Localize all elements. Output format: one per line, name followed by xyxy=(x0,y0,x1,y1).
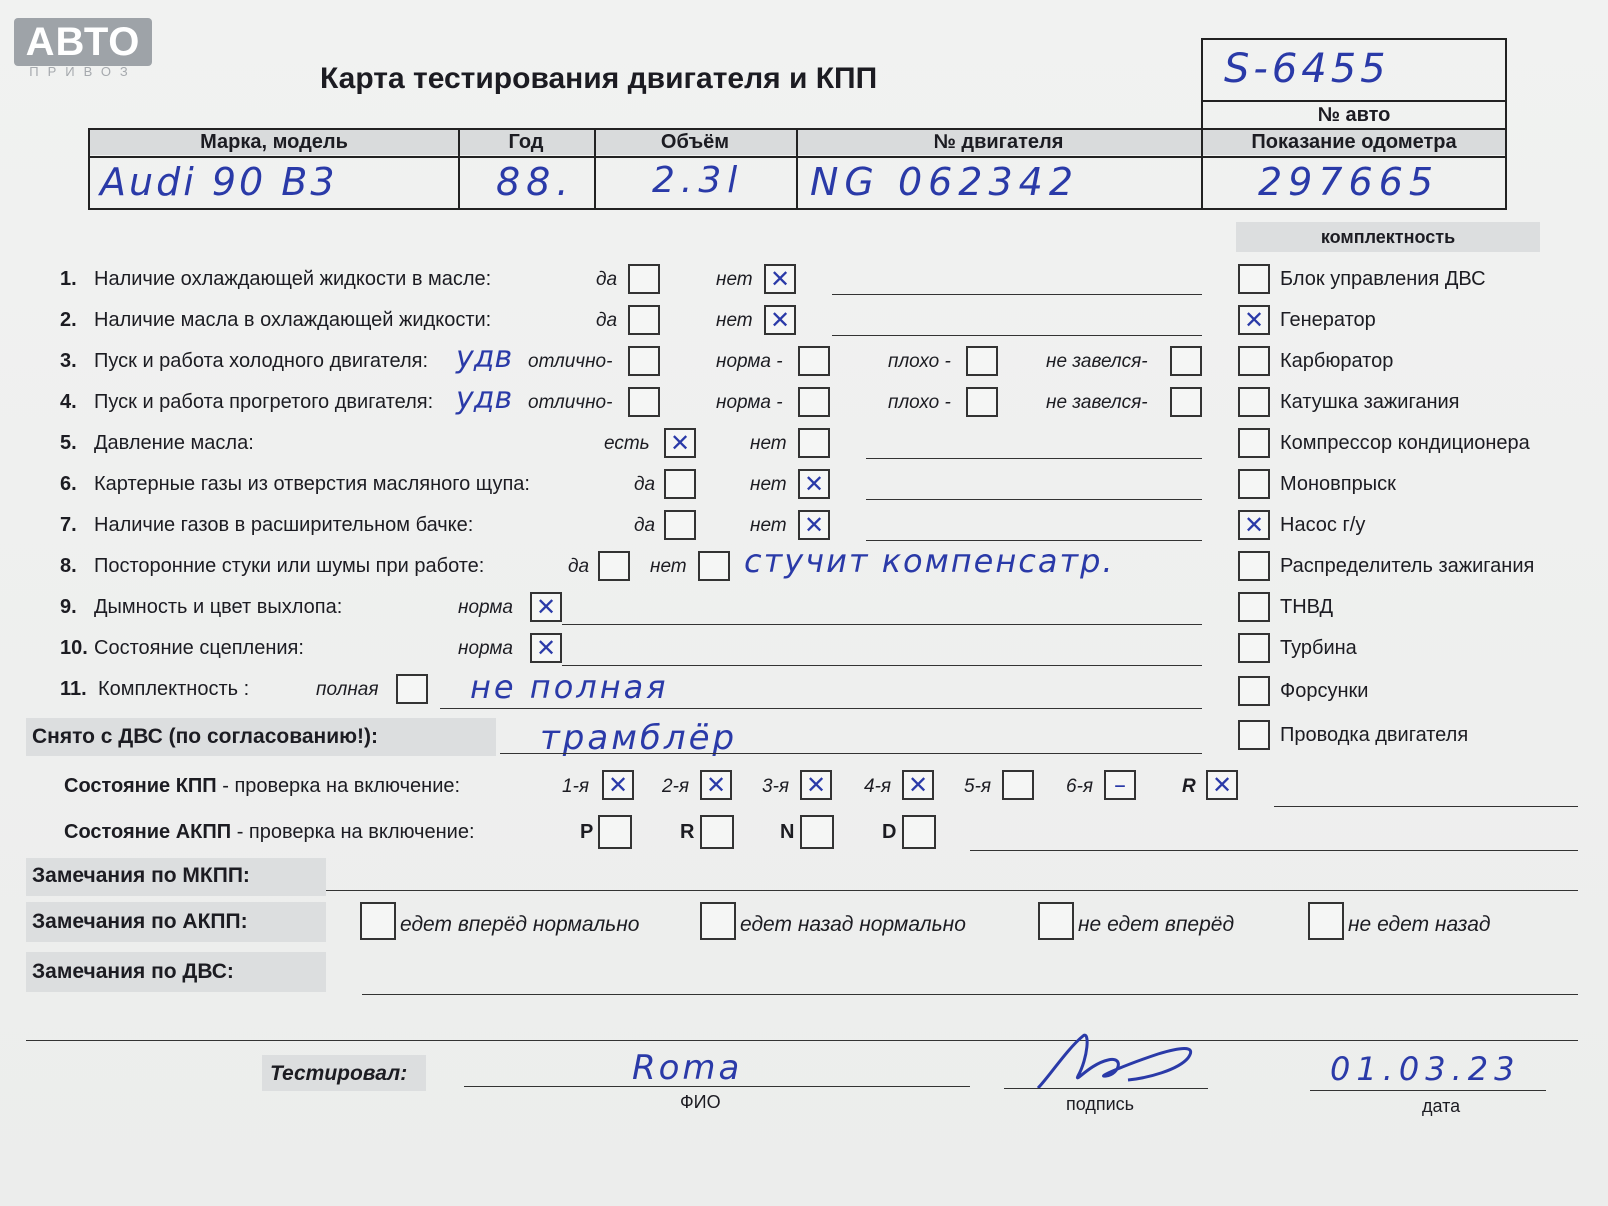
question-text: Наличие газов в расширительном бачке: xyxy=(94,514,474,536)
kpp-label-rest: - проверка на включение: xyxy=(216,775,461,797)
q5-no-checkbox[interactable] xyxy=(798,428,830,458)
q8-handwritten: стучит компенсатр. xyxy=(744,542,1115,580)
akpp-option-label: едет вперёд нормально xyxy=(400,913,640,936)
signature-line xyxy=(1004,1088,1208,1089)
option-label: норма xyxy=(458,638,513,659)
q9-normal-checkbox[interactable]: ✕ xyxy=(530,592,562,622)
question-number: 2. xyxy=(60,309,77,331)
question-number: 3. xyxy=(60,350,77,372)
q2-no-checkbox[interactable]: ✕ xyxy=(764,305,796,335)
question-text: Пуск и работа прогретого двигателя: xyxy=(94,391,434,413)
akpp-d-checkbox[interactable] xyxy=(902,815,936,849)
option-label: да xyxy=(634,474,656,495)
option-label: норма - xyxy=(716,392,783,413)
akpp-no-back-checkbox[interactable] xyxy=(1308,902,1344,940)
complect-item xyxy=(1238,720,1578,752)
complect-checkbox[interactable]: ✕ xyxy=(1238,305,1270,335)
remarks-dvs-label: Замечания по ДВС: xyxy=(32,960,234,983)
complect-label: Форсунки xyxy=(1280,680,1369,702)
signature-label: подпись xyxy=(1066,1094,1135,1114)
complect-checkbox[interactable] xyxy=(1238,428,1270,458)
complect-checkbox[interactable] xyxy=(1238,633,1270,663)
q1-answer-line xyxy=(832,294,1202,295)
complect-header: комплектность xyxy=(1236,222,1540,252)
car-number-value: S-6455 xyxy=(1224,46,1390,92)
col-volume: Объём xyxy=(660,131,730,153)
akpp-option-label: едет назад нормально xyxy=(740,913,966,936)
q10-normal-checkbox[interactable]: ✕ xyxy=(530,633,562,663)
q11-handwritten: не полная xyxy=(470,668,669,706)
q4-normal-checkbox[interactable] xyxy=(798,387,830,417)
kpp-label xyxy=(64,775,460,798)
complect-label: Компрессор кондиционера xyxy=(1280,432,1530,454)
remarks-dvs-line xyxy=(362,994,1578,995)
tested-label: Тестировал: xyxy=(270,1062,408,1085)
option-label: да xyxy=(634,515,656,536)
gear-label: 3-я xyxy=(762,776,790,797)
option-label: плохо - xyxy=(888,392,951,413)
option-label: не завелся- xyxy=(1046,392,1148,413)
gear-label: 6-я xyxy=(1066,776,1094,797)
option-label: да xyxy=(596,310,618,331)
question-text: Состояние сцепления: xyxy=(94,637,304,659)
gear-label: 4-я xyxy=(864,776,892,797)
akpp-answer-line xyxy=(970,850,1578,851)
complect-item xyxy=(1238,346,1578,378)
q5-answer-line xyxy=(866,458,1202,459)
complect-label: ТНВД xyxy=(1280,596,1334,618)
complect-item xyxy=(1238,387,1578,419)
option-label: нет xyxy=(716,310,753,331)
question-number: 6. xyxy=(60,473,77,495)
complect-label: Насос г/у xyxy=(1280,514,1366,536)
kpp-answer-line xyxy=(1274,806,1578,807)
q2-yes-checkbox[interactable] xyxy=(628,305,660,335)
q11-full-checkbox[interactable] xyxy=(396,674,428,704)
option-label: нет xyxy=(750,515,787,536)
complect-label: Проводка двигателя xyxy=(1280,724,1469,746)
value-odometer: 297665 xyxy=(1258,160,1440,204)
value-engine-number: NG 062342 xyxy=(810,160,1080,204)
option-label: отлично- xyxy=(528,392,613,413)
question-text: Картерные газы из отверстия масляного щупа: xyxy=(94,473,530,495)
complect-label: Катушка зажигания xyxy=(1280,391,1460,413)
complect-checkbox[interactable] xyxy=(1238,346,1270,376)
question-text: Наличие охлаждающей жидкости в масле: xyxy=(94,268,492,290)
akpp-label xyxy=(64,821,475,844)
question-number: 1. xyxy=(60,268,77,290)
question-number: 10. xyxy=(60,637,88,659)
gear-5-checkbox[interactable] xyxy=(1002,770,1034,800)
akpp-back-normal-checkbox[interactable] xyxy=(700,902,736,940)
fio-line xyxy=(464,1086,970,1087)
q9-answer-line xyxy=(562,624,1202,625)
q7-yes-checkbox[interactable] xyxy=(664,510,696,540)
option-label: нет xyxy=(650,556,687,577)
option-label: да xyxy=(596,269,618,290)
q8-no-checkbox[interactable] xyxy=(698,551,730,581)
complect-label: Распределитель зажигания xyxy=(1280,555,1535,577)
q1-yes-checkbox[interactable] xyxy=(628,264,660,294)
gear-6-checkbox[interactable]: – xyxy=(1104,770,1136,800)
gear-label: R xyxy=(1182,776,1196,797)
complect-item xyxy=(1238,264,1578,296)
akpp-option-label: не едет вперёд xyxy=(1078,913,1235,936)
option-label: норма - xyxy=(716,351,783,372)
option-label: полная xyxy=(316,679,379,700)
gear-1-checkbox[interactable]: ✕ xyxy=(602,770,634,800)
q4-not-started-checkbox[interactable] xyxy=(1170,387,1202,417)
complect-item xyxy=(1238,592,1578,624)
complect-item xyxy=(1238,676,1578,708)
akpp-mode-label: N xyxy=(780,821,795,843)
complect-label: Генератор xyxy=(1280,309,1376,331)
akpp-n-checkbox[interactable] xyxy=(800,815,834,849)
complect-checkbox[interactable] xyxy=(1238,720,1270,750)
complect-checkbox[interactable] xyxy=(1238,592,1270,622)
complect-checkbox[interactable] xyxy=(1238,676,1270,706)
remarks-mkpp-label: Замечания по МКПП: xyxy=(32,864,250,887)
tester-name: Roma xyxy=(632,1048,743,1088)
akpp-forward-normal-checkbox[interactable] xyxy=(360,902,396,940)
divider xyxy=(1201,100,1507,102)
q7-answer-line xyxy=(866,540,1202,541)
test-date: 01.03.23 xyxy=(1330,1050,1521,1088)
question-number: 4. xyxy=(60,391,77,413)
col-model: Марка, модель xyxy=(200,131,348,153)
q6-no-checkbox[interactable]: ✕ xyxy=(798,469,830,499)
complect-label: Карбюратор xyxy=(1280,350,1394,372)
question-number: 5. xyxy=(60,432,77,454)
akpp-option-label: не едет назад xyxy=(1348,913,1491,936)
q3-handwritten: удв xyxy=(456,340,513,375)
akpp-no-forward-checkbox[interactable] xyxy=(1038,902,1074,940)
car-number-label: № авто xyxy=(1317,104,1391,126)
q8-yes-checkbox[interactable] xyxy=(598,551,630,581)
gear-label: 2-я xyxy=(662,776,690,797)
q3-not-started-checkbox[interactable] xyxy=(1170,346,1202,376)
removed-label: Снято с ДВС (по согласованию!): xyxy=(32,725,379,748)
gear-r-checkbox[interactable]: ✕ xyxy=(1206,770,1238,800)
col-odometer: Показание одометра xyxy=(1251,131,1457,153)
fio-label: ФИО xyxy=(680,1092,721,1112)
q4-excellent-checkbox[interactable] xyxy=(628,387,660,417)
question-text: Дымность и цвет выхлопа: xyxy=(94,596,343,618)
kpp-label-bold: Состояние КПП xyxy=(64,775,217,797)
complect-item xyxy=(1238,633,1578,665)
complect-item xyxy=(1238,469,1578,501)
question-number: 7. xyxy=(60,514,77,536)
value-volume: 2.3l xyxy=(652,160,744,201)
complect-checkbox[interactable]: ✕ xyxy=(1238,510,1270,540)
complect-checkbox[interactable] xyxy=(1238,469,1270,499)
option-label: да xyxy=(568,556,590,577)
question-text: Давление масла: xyxy=(94,432,254,454)
q4-handwritten: удв xyxy=(456,381,513,416)
complect-checkbox[interactable] xyxy=(1238,551,1270,581)
removed-handwritten: трамблёр xyxy=(540,718,738,758)
complect-item xyxy=(1238,428,1578,460)
question-text: Посторонние стуки или шумы при работе: xyxy=(94,555,485,577)
value-year: 88. xyxy=(496,160,575,204)
date-label: дата xyxy=(1422,1096,1461,1116)
logo: АВТО xyxy=(14,18,152,66)
option-label: не завелся- xyxy=(1046,351,1148,372)
gear-label: 5-я xyxy=(964,776,992,797)
col-engine-number: № двигателя xyxy=(933,131,1064,153)
q6-yes-checkbox[interactable] xyxy=(664,469,696,499)
removed-answer-line xyxy=(500,753,1202,754)
q2-answer-line xyxy=(832,335,1202,336)
akpp-label-bold: Состояние АКПП xyxy=(64,821,232,843)
logo-subtitle: ПРИВОЗ xyxy=(29,64,137,79)
q3-bad-checkbox[interactable] xyxy=(966,346,998,376)
value-model: Audi 90 B3 xyxy=(100,160,338,204)
signature xyxy=(1028,1018,1208,1104)
akpp-p-checkbox[interactable] xyxy=(598,815,632,849)
question-number: 9. xyxy=(60,596,77,618)
complect-item xyxy=(1238,510,1578,542)
complect-label: Блок управления ДВС xyxy=(1280,268,1486,290)
q10-answer-line xyxy=(562,665,1202,666)
option-label: нет xyxy=(750,433,787,454)
akpp-mode-label: P xyxy=(580,821,594,843)
remarks-akpp-label: Замечания по АКПП: xyxy=(32,910,248,933)
q6-answer-line xyxy=(866,499,1202,500)
question-number: 8. xyxy=(60,555,77,577)
gear-4-checkbox[interactable]: ✕ xyxy=(902,770,934,800)
option-label: нет xyxy=(716,269,753,290)
complect-item xyxy=(1238,551,1578,583)
gear-3-checkbox[interactable]: ✕ xyxy=(800,770,832,800)
question-text: Наличие масла в охлаждающей жидкости: xyxy=(94,309,492,331)
gear-2-checkbox[interactable]: ✕ xyxy=(700,770,732,800)
complect-item xyxy=(1238,305,1578,337)
akpp-mode-label: R xyxy=(680,821,695,843)
complect-checkbox[interactable] xyxy=(1238,387,1270,417)
question-number: 11. xyxy=(60,678,87,700)
complect-checkbox[interactable] xyxy=(1238,264,1270,294)
page-title: Карта тестирования двигателя и КПП xyxy=(320,62,878,95)
complect-label: Моновпрыск xyxy=(1280,473,1396,495)
option-label: нет xyxy=(750,474,787,495)
question-text: Комплектность : xyxy=(98,678,250,700)
akpp-r-checkbox[interactable] xyxy=(700,815,734,849)
gear-label: 1-я xyxy=(562,776,590,797)
q3-excellent-checkbox[interactable] xyxy=(628,346,660,376)
akpp-label-rest: - проверка на включение: xyxy=(231,821,475,843)
complect-label: Турбина xyxy=(1280,637,1357,659)
q7-no-checkbox[interactable]: ✕ xyxy=(798,510,830,540)
col-year: Год xyxy=(508,131,544,153)
akpp-mode-label: D xyxy=(882,821,897,843)
q3-normal-checkbox[interactable] xyxy=(798,346,830,376)
remarks-dvs-line-2 xyxy=(26,1040,1578,1041)
q1-no-checkbox[interactable]: ✕ xyxy=(764,264,796,294)
option-label: плохо - xyxy=(888,351,951,372)
date-line xyxy=(1310,1090,1546,1091)
remarks-mkpp-line xyxy=(326,890,1578,891)
question-text: Пуск и работа холодного двигателя: xyxy=(94,350,429,372)
option-label: есть xyxy=(604,433,650,454)
q11-answer-line xyxy=(440,708,1202,709)
q5-yes-checkbox[interactable]: ✕ xyxy=(664,428,696,458)
option-label: норма xyxy=(458,597,513,618)
option-label: отлично- xyxy=(528,351,613,372)
q4-bad-checkbox[interactable] xyxy=(966,387,998,417)
